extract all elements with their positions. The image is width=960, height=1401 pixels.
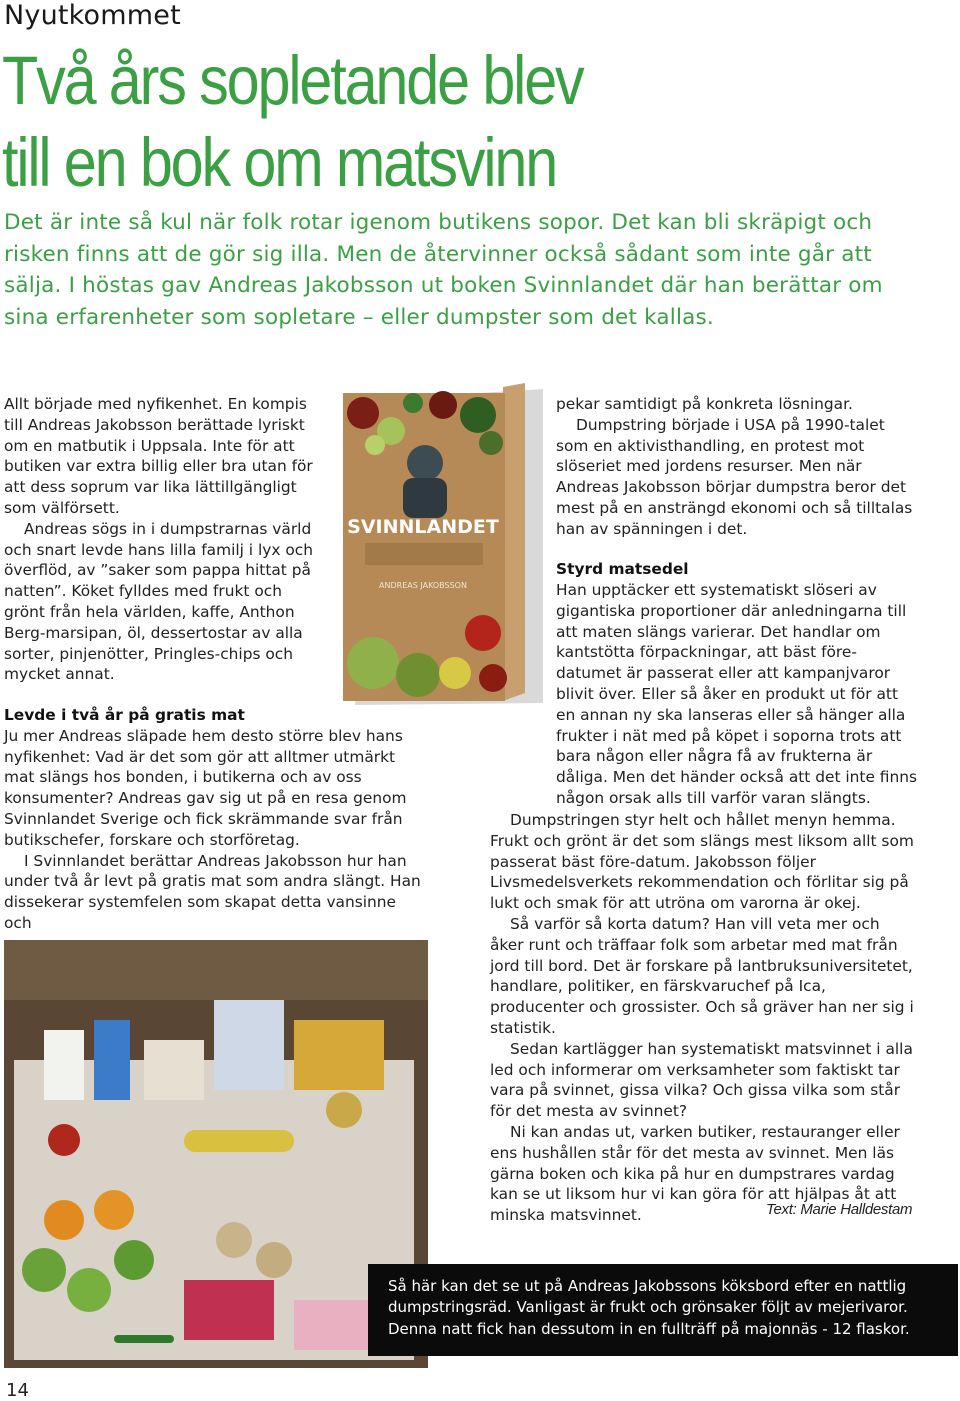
melon-icon <box>347 637 399 689</box>
section-label: Nyutkommet <box>4 0 181 31</box>
column2-bottom <box>490 810 918 1226</box>
headline-line-1: Två års sopletande blev <box>2 42 583 119</box>
package-icon <box>214 1000 284 1090</box>
package-icon <box>144 1040 204 1100</box>
column1-paragraph-4: I Svinnlandet berättar Andreas Jakobsson hur han under två år levt på gratis mat som andra slängt. Han dissekerar systemfelen som skapat detta vansinne och <box>4 851 421 932</box>
shelf <box>4 940 428 1000</box>
pepper-icon <box>114 1335 174 1343</box>
tomato-icon <box>48 1124 80 1156</box>
kitchen-table-photo <box>4 940 428 1368</box>
column2-paragraph-4: Dumpstringen styr helt och hållet menyn hemma. Frukt och grönt är det som slängs mest liksom allt som passerat bäst före-datum. Jakobsson följer Livsmedelsverkets rekommendation och förlitar sig på lukt och smak för att utröna om varorna är okej. <box>490 811 914 913</box>
photo-caption: Så här kan det se ut på Andreas Jakobssons köksbord efter en nattlig dumpstringsräd. Vanligast är frukt och grönsaker följt av mejerivaror. Denna natt fick han dessutom in en fullträff på majonnäs - 12 flaskor. <box>368 1264 958 1356</box>
column2-top <box>556 394 918 540</box>
column2-paragraph-2: Dumpstring började i USA på 1990-talet som en aktivisthandling, en protest mot slöseriet med jordens resurser. Men när Andreas Jakobsson börjar dumpstra beror det mest på en ansträngd ekonomi och så tilltalas han av spänningen i det. <box>556 415 913 538</box>
column1-top <box>4 394 322 685</box>
column2-middle <box>556 559 918 580</box>
apple-icon <box>347 397 379 429</box>
lemon-icon <box>439 657 471 689</box>
book-cover-image <box>343 383 543 708</box>
column1-paragraph-1: Allt började med nyfikenhet. En kompis till Andreas Jakobsson berättade lyriskt om en matbutik i Uppsala. Inte för att butiken var extra billig eller bra utan för att dess soprum var lika lättillgängligt som välförsett. <box>4 395 313 517</box>
pepper-icon <box>460 397 496 433</box>
headline <box>2 40 656 204</box>
apple-icon <box>396 653 440 697</box>
headline-line-2: till en bok om matsvinn <box>2 124 557 201</box>
orange-icon <box>94 1190 134 1230</box>
author-body-icon <box>403 478 447 518</box>
milk-carton-icon <box>94 1020 130 1100</box>
milk-carton-icon <box>44 1030 84 1100</box>
column1-paragraph-3: Ju mer Andreas släpade hem desto större blev hans nyfikenhet: Vad är det som gör att alltmer utmärkt mat slängs hos bonden, i butikerna och av oss konsumenter? Andreas gav sig ut på en resa genom Svinnlandet Sverige och fick skrämmande svar från butikschefer, forskare och storföretag. <box>4 726 407 849</box>
potato-icon <box>256 1242 292 1278</box>
apple-icon <box>114 1240 154 1280</box>
byline: Text: Marie Halldestam <box>766 1201 913 1218</box>
book-spine <box>503 383 525 701</box>
subheading-free-food: Levde i två år på gratis mat <box>4 706 245 724</box>
grapes-icon <box>365 435 385 455</box>
apple-icon <box>429 391 457 419</box>
book-blurb <box>365 543 483 565</box>
page-number: 14 <box>6 1380 29 1401</box>
book-title: SVINNLANDET <box>347 516 499 538</box>
column2-paragraph-1: pekar samtidigt på konkreta lösningar. <box>556 395 853 413</box>
orange-icon <box>44 1200 84 1240</box>
column2-paragraph-3-wrap <box>556 580 918 809</box>
apple-icon <box>22 1248 66 1292</box>
subheading-menu: Styrd matsedel <box>556 560 689 578</box>
jar-icon <box>326 1092 362 1128</box>
column1-paragraph-2: Andreas sögs in i dumpstrarnas värld och snart levde hans lilla familj i lyx och överflöd, av ”saker som pappa hittat på natten”. Köket fylldes med frukt och grönt från hela världen, kaffe, Anthon Berg-marsipan, öl, dessertostar av alla sorter, pinjenötter, Pringles-chips och mycket annat. <box>4 519 313 684</box>
grapes-icon <box>479 431 503 455</box>
pepper-icon <box>465 615 501 651</box>
banana-icon <box>184 1130 294 1152</box>
column2-paragraph-6: Sedan kartlägger han systematiskt matsvinnet i alla led och informerar om verksamheter som faktiskt tar vara på svinnet, gissa vilka? Och gissa vilka som står för det mesta av svinnet? <box>490 1039 913 1121</box>
leaf-icon <box>403 393 423 413</box>
apple-icon <box>67 1268 111 1312</box>
column1-bottom <box>4 705 424 934</box>
package-icon <box>294 1020 384 1090</box>
book-author: ANDREAS JAKOBSSON <box>379 581 467 590</box>
candy-bag-icon <box>184 1280 274 1340</box>
potato-icon <box>216 1222 252 1258</box>
column2-paragraph-3: Han upptäcker ett systematiskt slöseri av gigantiska proportioner där anledningarna till att maten slängs varierar. Det handlar om kantstötta förpackningar, att bäst före-datumet är passerat eller att kampanjvaror blivit över. Eller så åker en produkt ut för att en annan ny ska lanseras eller så hänger alla frukter i nät med på köpet i soporna trots att bara någon eller några få av frukterna är dåliga. Men det händer också att det inte finns någon orsak alls till varför varan slängts. <box>556 581 918 807</box>
ingress: Det är inte så kul när folk rotar igenom butikens sopor. Det kan bli skräpigt och risken finns att de gör sig illa. Men de återvinner också sådant som inte går att sälja. I höstas gav Andreas Jakobsson ut boken Svinnlandet där han berättar om sina erfarenheter som sopletare – eller dumpster som det kallas. <box>4 210 883 330</box>
apple-icon <box>479 664 507 692</box>
column2-paragraph-7: Ni kan andas ut, varken butiker, restauranger eller ens hushållen står för det mesta av svinnet. Men läs gärna boken och kika på hur en dumpstrares vardag kan se ut liksom hur vi kan göra för att hjälpas åt att minska matsvinnet. <box>490 1122 900 1225</box>
author-head-icon <box>407 445 443 481</box>
column2-paragraph-5: Så varför så korta datum? Han vill veta mer och åker runt och träffaar folk som arbetar med mat från jord till bord. Det är forskare på lantbruksuniversitetet, handlare, politiker, en färskvaruchef på Ica, producenter och grossister. Och så gräver han ner sig i statistik. <box>490 914 914 1037</box>
